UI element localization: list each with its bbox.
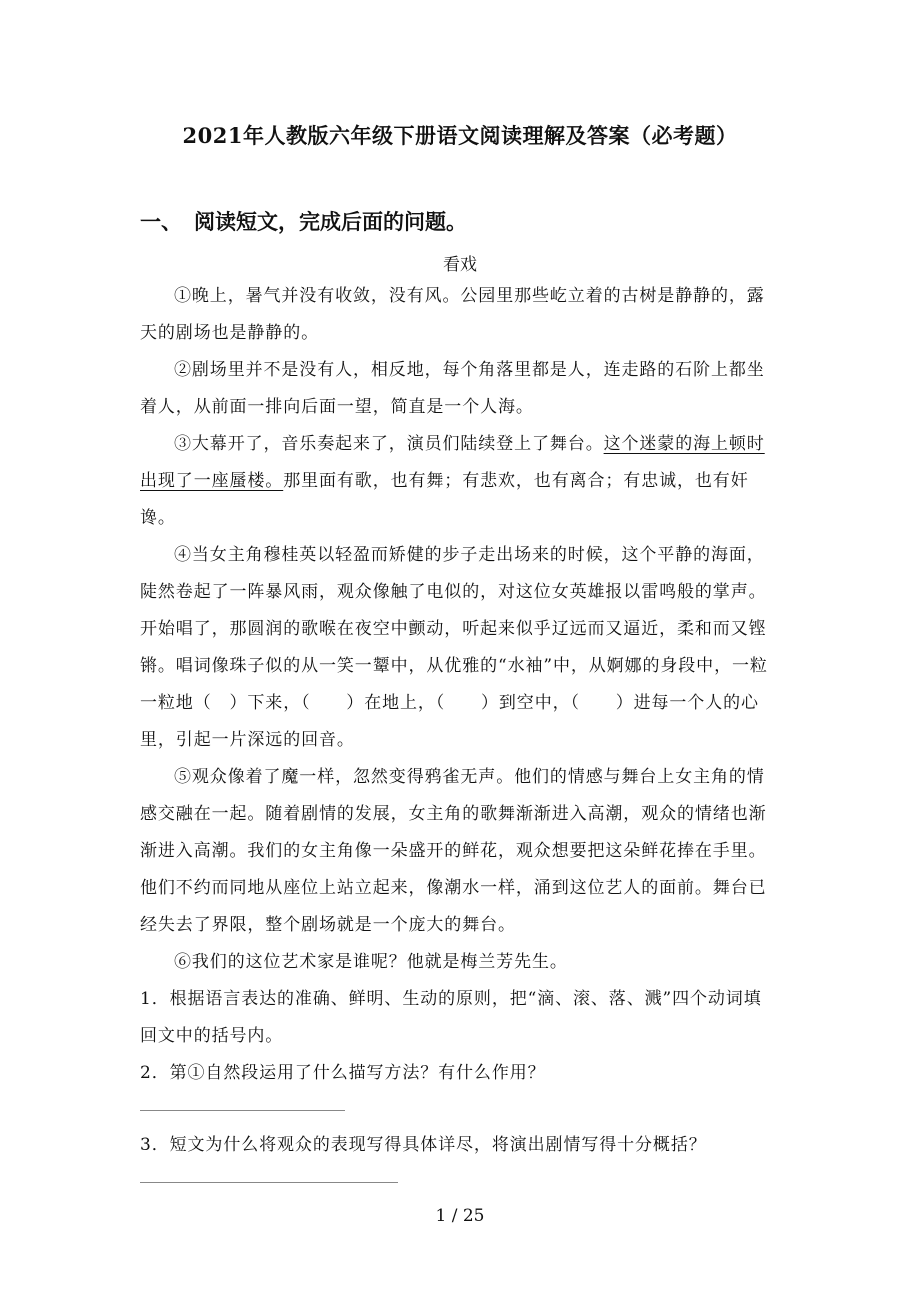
underlined-sentence: 这个迷蒙的海上顿时出现了一座蜃楼。	[140, 434, 765, 491]
paragraph-2: ②剧场里并不是没有人，相反地，每个角落里都是人，连走路的石阶上都坐着人，从前面一排向后面一望，简直是一个人海。	[140, 360, 765, 417]
section-heading	[140, 206, 467, 236]
paragraph-4: ④当女主角穆桂英以轻盈而矫健的步子走出场来的时候，这个平静的海面，陡然卷起了一阵暴风雨，观众像触了电似的，对这位女英雄报以雷鸣般的掌声。开始唱了，那圆润的歌喉在夜空中颤动，听起来似乎辽远而又逼近，柔和而又铿锵。唱词像珠子似的从一笑一颦中，从优雅的“水袖”中，从婀娜的身段中，一粒一粒地（ ）下来，（ ）在地上，（ ）到空中，（ ）进每一个人的心里，引起一片深远的回音。	[140, 545, 768, 750]
section-number: 一、	[140, 209, 182, 234]
paragraph-1: ①晚上，暑气并没有收敛，没有风。公园里那些屹立着的古树是静静的，露天的剧场也是静静的。	[140, 286, 765, 343]
question-2: 2．第①自然段运用了什么描写方法？有什么作用？	[140, 1063, 546, 1083]
document-title: 2021年人教版六年级下册语文阅读理解及答案（必考题）	[182, 123, 738, 148]
paragraph-3-intro: ③大幕开了，音乐奏起来了，演员们陆续登上了舞台。	[174, 434, 604, 454]
question-3: 3．短文为什么将观众的表现写得具体详尽，将演出剧情写得十分概括？	[140, 1135, 707, 1155]
answer-line-2[interactable]	[140, 1110, 345, 1111]
article-title: 看戏	[443, 255, 477, 275]
section-heading-text: 阅读短文，完成后面的问题。	[194, 209, 467, 234]
paragraph-6: ⑥我们的这位艺术家是谁呢？他就是梅兰芳先生。	[174, 952, 568, 972]
paragraph-3-rest: 那里面有歌，也有舞；有悲欢，也有离合；有忠诚，也有奸谗。	[140, 471, 749, 528]
article-body	[140, 278, 774, 1199]
page-number: 1 / 25	[435, 1206, 485, 1226]
paragraph-5: ⑤观众像着了魔一样，忽然变得鸦雀无声。他们的情感与舞台上女主角的情感交融在一起。随着剧情的发展，女主角的歌舞渐渐进入高潮，观众的情绪也渐渐进入高潮。我们的女主角像一朵盛开的鲜花，观众想要把这朵鲜花捧在手里。他们不约而同地从座位上站立起来，像潮水一样，涌到这位艺人的面前。舞台已经失去了界限，整个剧场就是一个庞大的舞台。	[140, 767, 767, 935]
question-1: 1．根据语言表达的准确、鲜明、生动的原则，把“滴、滚、落、溅”四个动词填回文中的括号内。	[140, 989, 762, 1046]
answer-line-3[interactable]	[140, 1182, 398, 1183]
paragraph-3	[140, 426, 774, 537]
